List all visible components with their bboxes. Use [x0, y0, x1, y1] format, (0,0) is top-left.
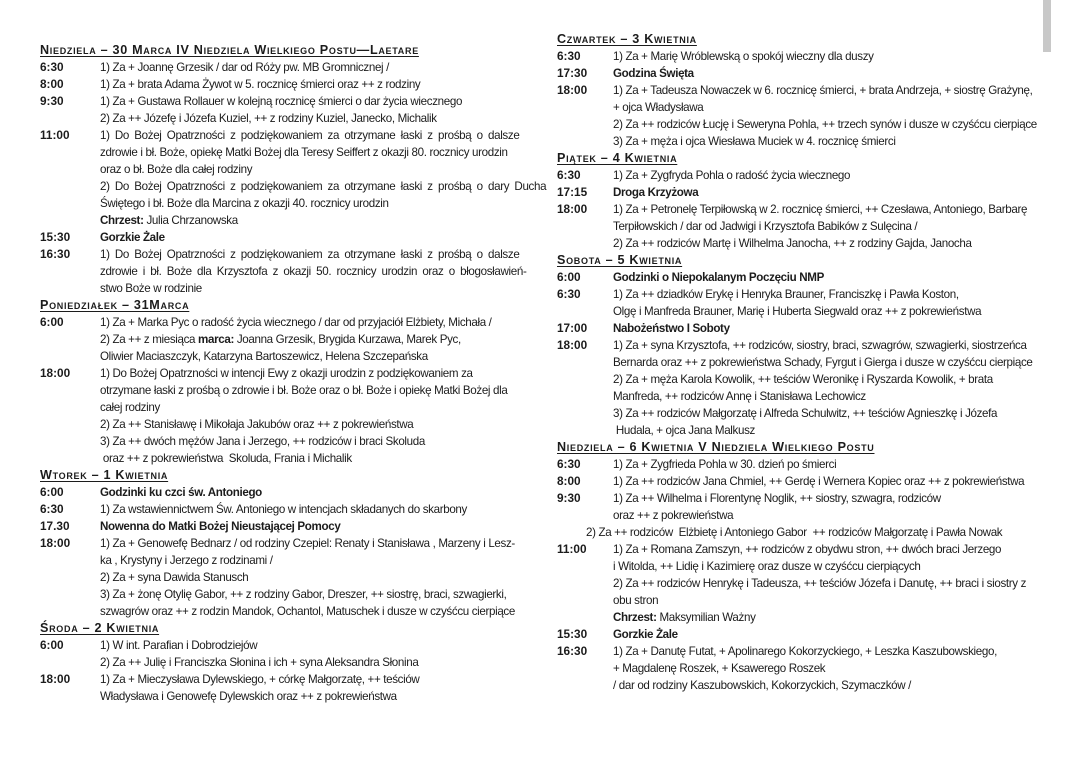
intention-line: / dar od rodziny Kaszubowskich, Kokorzyckich, Szymaczków / — [613, 679, 912, 692]
schedule-entry — [40, 93, 542, 127]
entry-time: 6:00 — [40, 315, 64, 329]
entry-time: 17:15 — [557, 185, 588, 199]
intention-line: zdrowie i bł. Boże, opiekę Matki Bożej dla Teresy Seiffert z okazji 80. rocznicy urodzin — [100, 146, 508, 159]
intention-line: 1) Za + Marka Pyc o radość życia wiecznego / dar od przyjaciół Elżbiety, Michała / — [100, 316, 492, 329]
entry-time: 18:00 — [557, 202, 588, 216]
intention-line: 1) Za + Joannę Grzesik / dar od Róży pw. MB Gromnicznej / — [100, 61, 390, 74]
intention-line: 3) Za ++ rodziców Małgorzatę i Alfreda Schulwitz, ++ teściów Agnieszkę i Józefa — [613, 407, 998, 420]
entry-intentions — [100, 637, 542, 671]
intention-line: 3) Za + żonę Otylię Gabor, ++ z rodziny Gabor, Dreszer, ++ siostrę, braci, szwagierki, — [100, 588, 507, 601]
intention-text: Joanna Grzesik, Brygida Kurzawa, Marek Pyc, — [233, 333, 461, 346]
entry-time: 6:30 — [557, 168, 581, 182]
intention-line: 2) Za ++ rodziców Henrykę i Tadeusza, ++ teściów Józefa i Danutę, ++ braci i siostry z — [613, 577, 1027, 590]
entry-intentions — [100, 93, 542, 127]
intention-line: + ojca Władysława — [613, 101, 704, 114]
intention-line: oraz ++ z pokrewieństwa — [613, 509, 734, 522]
intention-line: Oliwier Maciaszczyk, Katarzyna Bartoszewicz, Helena Szczepańska — [100, 350, 428, 363]
entry-intentions — [100, 229, 542, 246]
schedule-entry — [40, 501, 542, 518]
schedule-entry — [557, 541, 1057, 626]
entry-intentions — [613, 167, 1057, 184]
entry-time: 6:30 — [557, 457, 581, 471]
schedule-entry — [557, 320, 1057, 337]
schedule-entry — [557, 269, 1057, 286]
schedule-entry — [40, 314, 542, 365]
entry-intentions — [613, 201, 1057, 252]
schedule-entry — [40, 637, 542, 671]
intention-line: Hudala, + ojca Jana Malkusz — [613, 424, 755, 437]
entry-time: 6:00 — [40, 485, 64, 499]
schedule-entry — [40, 484, 542, 501]
schedule-entry — [557, 490, 1057, 541]
section-header: Niedziela – 6 Kwietnia V Niedziela Wielkiego Postu — [557, 440, 875, 454]
intention-line: Świętego i bł. Boże dla Marcina z okazji 40. rocznicy urodzin — [100, 197, 389, 210]
schedule-entry — [557, 456, 1057, 473]
intention-line: i Witolda, ++ Lidię i Kazimierę oraz dusze w czyśćcu cierpiących — [613, 560, 921, 573]
intention-line: + Magdalenę Roszek, + Ksawerego Roszek — [613, 662, 826, 675]
schedule-entry — [557, 167, 1057, 184]
intention-line: otrzymane łaski z prośbą o zdrowie i bł. Boże oraz o bł. Boże i opiekę Matki Bożej dla — [100, 384, 508, 397]
intention-line: 1) Za ++ dziadków Erykę i Henryka Brauner, Franciszkę i Pawła Koston, — [613, 288, 959, 301]
schedule-entry — [40, 246, 542, 297]
entry-intentions — [613, 337, 1057, 439]
entry-time: 11:00 — [40, 128, 70, 142]
entry-intentions — [100, 671, 542, 705]
entry-time: 9:30 — [557, 491, 581, 505]
intention-line: 1) Za ++ Wilhelma i Florentynę Noglik, ++ siostry, szwagra, rodziców — [613, 492, 941, 505]
section-header: Piątek – 4 Kwietnia — [557, 151, 678, 165]
entry-time: 15:30 — [557, 627, 588, 641]
intention-line: 1) Za + Danutę Futat, + Apolinarego Kokorzyckiego, + Leszka Kaszubowskiego, — [613, 645, 997, 658]
intention-line: Bernarda oraz ++ z pokrewieństwa Schady, Fyrgut i Gierga i dusze w czyśćcu cierpiące — [613, 356, 1033, 369]
column-right — [557, 31, 1057, 694]
entry-intentions — [613, 82, 1057, 150]
intention-line: 3) Za ++ dwóch mężów Jana i Jerzego, ++ rodziców i braci Skoluda — [100, 435, 425, 448]
entry-time: 18:00 — [40, 672, 71, 686]
entry-time: 6:30 — [40, 60, 64, 74]
intention-line: Godzinki o Niepokalanym Poczęciu NMP — [613, 271, 824, 284]
schedule-entry — [40, 365, 542, 467]
entry-intentions — [613, 643, 1057, 694]
intention-line: Gorzkie Żale — [100, 231, 165, 244]
intention-line — [100, 212, 542, 229]
intention-line: 2) Za ++ rodziców Elżbietę i Antoniego Gabor ++ rodziców Małgorzatę i Pawła Nowak — [586, 526, 1003, 539]
intention-line — [100, 331, 542, 348]
intention-line: całej rodziny — [100, 401, 160, 414]
entry-time: 15:30 — [40, 230, 71, 244]
entry-time: 11:00 — [557, 542, 587, 556]
entry-intentions — [100, 535, 542, 620]
intention-text: Julia Chrzanowska — [143, 214, 238, 227]
section-header: Wtorek – 1 Kwietnia — [40, 468, 169, 482]
intention-text: 2) Za ++ z miesiąca — [100, 333, 199, 346]
intention-line: ka , Krystyny i Jerzego z rodzinami / — [100, 554, 273, 567]
intention-line: stwo Boże w rodzinie — [100, 282, 202, 295]
intention-line: 1) W int. Parafian i Dobrodziejów — [100, 639, 258, 652]
section-header: Poniedziałek – 31Marca — [40, 298, 190, 312]
section-header: Środa – 2 Kwietnia — [40, 621, 160, 635]
schedule-entry — [40, 127, 547, 229]
entry-intentions — [613, 473, 1057, 490]
intention-line: 1) Za wstawiennictwem Św. Antoniego w intencjach składanych do skarbony — [100, 503, 467, 516]
entry-intentions — [613, 65, 1057, 82]
entry-intentions — [613, 286, 1057, 320]
entry-time: 8:00 — [40, 77, 64, 91]
entry-intentions — [100, 314, 542, 365]
intention-line: 1) Za + Tadeusza Nowaczek w 6. rocznicę śmierci, + brata Andrzeja, + siostrę Grażynę, — [613, 84, 1033, 97]
intention-line: obu stron — [613, 594, 659, 607]
entry-time: 8:00 — [557, 474, 581, 488]
section-header: Niedziela – 30 Marca IV Niedziela Wielkiego Postu—Laetare — [40, 43, 419, 57]
entry-intentions — [613, 541, 1057, 626]
entry-intentions — [100, 127, 547, 229]
schedule-entry — [40, 76, 542, 93]
entry-intentions — [613, 48, 1057, 65]
schedule-entry — [40, 229, 542, 246]
intention-line: oraz ++ z pokrewieństwa Skoluda, Frania i Michalik — [100, 452, 352, 465]
intention-line: 1) Za + Zygfryda Pohla o radość życia wiecznego — [613, 169, 851, 182]
intention-line: 1) Za + Genowefę Bednarz / od rodziny Czepiel: Renaty i Stanisława , Marzeny i Lesz- — [100, 537, 515, 550]
schedule-entry — [557, 201, 1057, 252]
section-header: Sobota – 5 Kwietnia — [557, 253, 683, 267]
entry-time: 17.30 — [40, 519, 70, 533]
intention-line: 1) Za + brata Adama Żywot w 5. rocznicę śmierci oraz ++ z rodziny — [100, 78, 421, 91]
entry-time: 9:30 — [40, 94, 64, 108]
intention-line — [613, 609, 1057, 626]
entry-time: 17:00 — [557, 321, 588, 335]
intention-line: Gorzkie Żale — [613, 628, 678, 641]
scrollbar-thumb[interactable] — [1043, 0, 1051, 52]
entry-intentions — [100, 484, 542, 501]
schedule-entry — [40, 671, 542, 705]
entry-time: 6:30 — [557, 49, 581, 63]
intention-label-bold: Chrzest: — [100, 214, 144, 227]
intention-line: oraz o bł. Boże dla całej rodziny — [100, 163, 253, 176]
column-left — [40, 42, 547, 705]
intention-line: 2) Za ++ Julię i Franciszka Słonina i ich + syna Aleksandra Słonina — [100, 656, 419, 669]
intention-line: 3) Za + męża i ojca Wiesława Muciek w 4. rocznicę śmierci — [613, 135, 896, 148]
schedule-entry — [557, 184, 1057, 201]
intention-line: 2) Do Bożej Opatrzności z podziękowaniem za otrzymane łaski z prośbą o dary Ducha — [100, 180, 547, 193]
schedule-entry — [557, 82, 1057, 150]
intention-line: 1) Za + Zygfrieda Pohla w 30. dzień po śmierci — [613, 458, 837, 471]
intention-label-bold: marca: — [198, 333, 234, 346]
entry-time: 18:00 — [557, 83, 588, 97]
entry-time: 18:00 — [557, 338, 588, 352]
intention-line: 1) Za + Marię Wróblewską o spokój wieczny dla duszy — [613, 50, 874, 63]
entry-intentions — [100, 76, 542, 93]
intention-line: Terpiłowskich / dar od Jadwigi i Krzysztofa Babików z Sulęcina / — [613, 220, 918, 233]
intention-line: 2) Za ++ rodziców Martę i Wilhelma Janocha, ++ z rodziny Gajda, Janocha — [613, 237, 972, 250]
intention-line: 1) Za + Gustawa Rollauer w kolejną rocznicę śmierci o dar życia wiecznego — [100, 95, 463, 108]
intention-line: Manfreda, ++ rodziców Annę i Stanisława Lechowicz — [613, 390, 866, 403]
intention-line: 1) Do Bożej Opatrzności w intencji Ewy z okazji urodzin z podziękowaniem za — [100, 367, 473, 380]
section-header: Czwartek – 3 Kwietnia — [557, 32, 697, 46]
intention-text: Maksymilian Ważny — [656, 611, 756, 624]
schedule-entry — [40, 59, 542, 76]
entry-time: 18:00 — [40, 366, 71, 380]
entry-intentions — [100, 501, 542, 518]
entry-time: 6:00 — [557, 270, 581, 284]
intention-line: Władysława i Genowefę Dylewskich oraz ++ z pokrewieństwa — [100, 690, 397, 703]
entry-intentions — [100, 246, 542, 297]
entry-intentions — [613, 269, 1057, 286]
intention-line: 2) Za ++ Józefę i Józefa Kuziel, ++ z rodziny Kuziel, Janecko, Michalik — [100, 112, 437, 125]
intention-line: zdrowie i bł. Boże dla Krzysztofa z okazji 50. rocznicy urodzin oraz o błogosławień- — [100, 265, 527, 278]
intention-line: 1) Za + syna Krzysztofa, ++ rodziców, siostry, braci, szwagrów, szwagierki, siostrzeńca — [613, 339, 1027, 352]
intention-line: Nabożeństwo I Soboty — [613, 322, 730, 335]
entry-time: 18:00 — [40, 536, 71, 550]
schedule-entry — [40, 535, 542, 620]
intention-line: 1) Za ++ rodziców Jana Chmiel, ++ Gerdę i Wernera Kopiec oraz ++ z pokrewieństwa — [613, 475, 1025, 488]
schedule-entry — [557, 473, 1057, 490]
intention-line: szwagrów oraz ++ z rodzin Mandok, Ochantol, Matuschek i dusze w czyśćcu cierpiące — [100, 605, 515, 618]
intention-line: Godzina Święta — [613, 67, 694, 80]
entry-intentions — [613, 320, 1057, 337]
entry-intentions — [613, 456, 1057, 473]
schedule-entry — [557, 337, 1057, 439]
schedule-entry — [557, 643, 1057, 694]
intention-line: 1) Za + Romana Zamszyn, ++ rodziców z obydwu stron, ++ dwóch braci Jerzego — [613, 543, 1002, 556]
intention-line: 1) Za + Petronelę Terpiłowską w 2. rocznicę śmierci, ++ Czesława, Antoniego, Barbarę — [613, 203, 1028, 216]
entry-intentions — [613, 184, 1057, 201]
entry-time: 16:30 — [557, 644, 588, 658]
entry-time: 6:30 — [557, 287, 581, 301]
intention-line: Droga Krzyżowa — [613, 186, 699, 199]
intention-line: Godzinki ku czci św. Antoniego — [100, 486, 262, 499]
entry-intentions — [613, 626, 1057, 643]
entry-time: 6:00 — [40, 638, 64, 652]
schedule-entry — [557, 286, 1057, 320]
entry-intentions — [100, 518, 542, 535]
entry-intentions — [586, 490, 1057, 541]
intention-line: 2) Za ++ rodziców Łucję i Seweryna Pohla, ++ trzech synów i dusze w czyśćcu cierpiące — [613, 118, 1037, 131]
intention-label-bold: Chrzest: — [613, 611, 657, 624]
entry-intentions — [100, 365, 542, 467]
entry-time: 17:30 — [557, 66, 588, 80]
entry-time: 16:30 — [40, 247, 71, 261]
schedule-entry — [40, 518, 542, 535]
entry-intentions — [100, 59, 542, 76]
schedule-entry — [557, 48, 1057, 65]
intention-line: 2) Za + męża Karola Kowolik, ++ teściów Weronikę i Ryszarda Kowolik, + brata — [613, 373, 993, 386]
entry-time: 6:30 — [40, 502, 64, 516]
intention-line: 1) Do Bożej Opatrzności z podziękowaniem za otrzymane łaski z prośbą o dalsze — [100, 129, 520, 142]
intention-line: Olgę i Manfreda Brauner, Marię i Huberta Siegwald oraz ++ z pokrewieństwa — [613, 305, 982, 318]
schedule-entry — [557, 65, 1057, 82]
intention-line: 2) Za + syna Dawida Stanusch — [100, 571, 249, 584]
intention-line: 1) Do Bożej Opatrzności z podziękowaniem za otrzymane łaski z prośbą o dalsze — [100, 248, 520, 261]
intention-line: Nowenna do Matki Bożej Nieustającej Pomocy — [100, 520, 341, 533]
intention-line: 2) Za ++ Stanisławę i Mikołaja Jakubów oraz ++ z pokrewieństwa — [100, 418, 414, 431]
intention-line: 1) Za + Mieczysława Dylewskiego, + córkę Małgorzatę, ++ teściów — [100, 673, 420, 686]
schedule-entry — [557, 626, 1057, 643]
